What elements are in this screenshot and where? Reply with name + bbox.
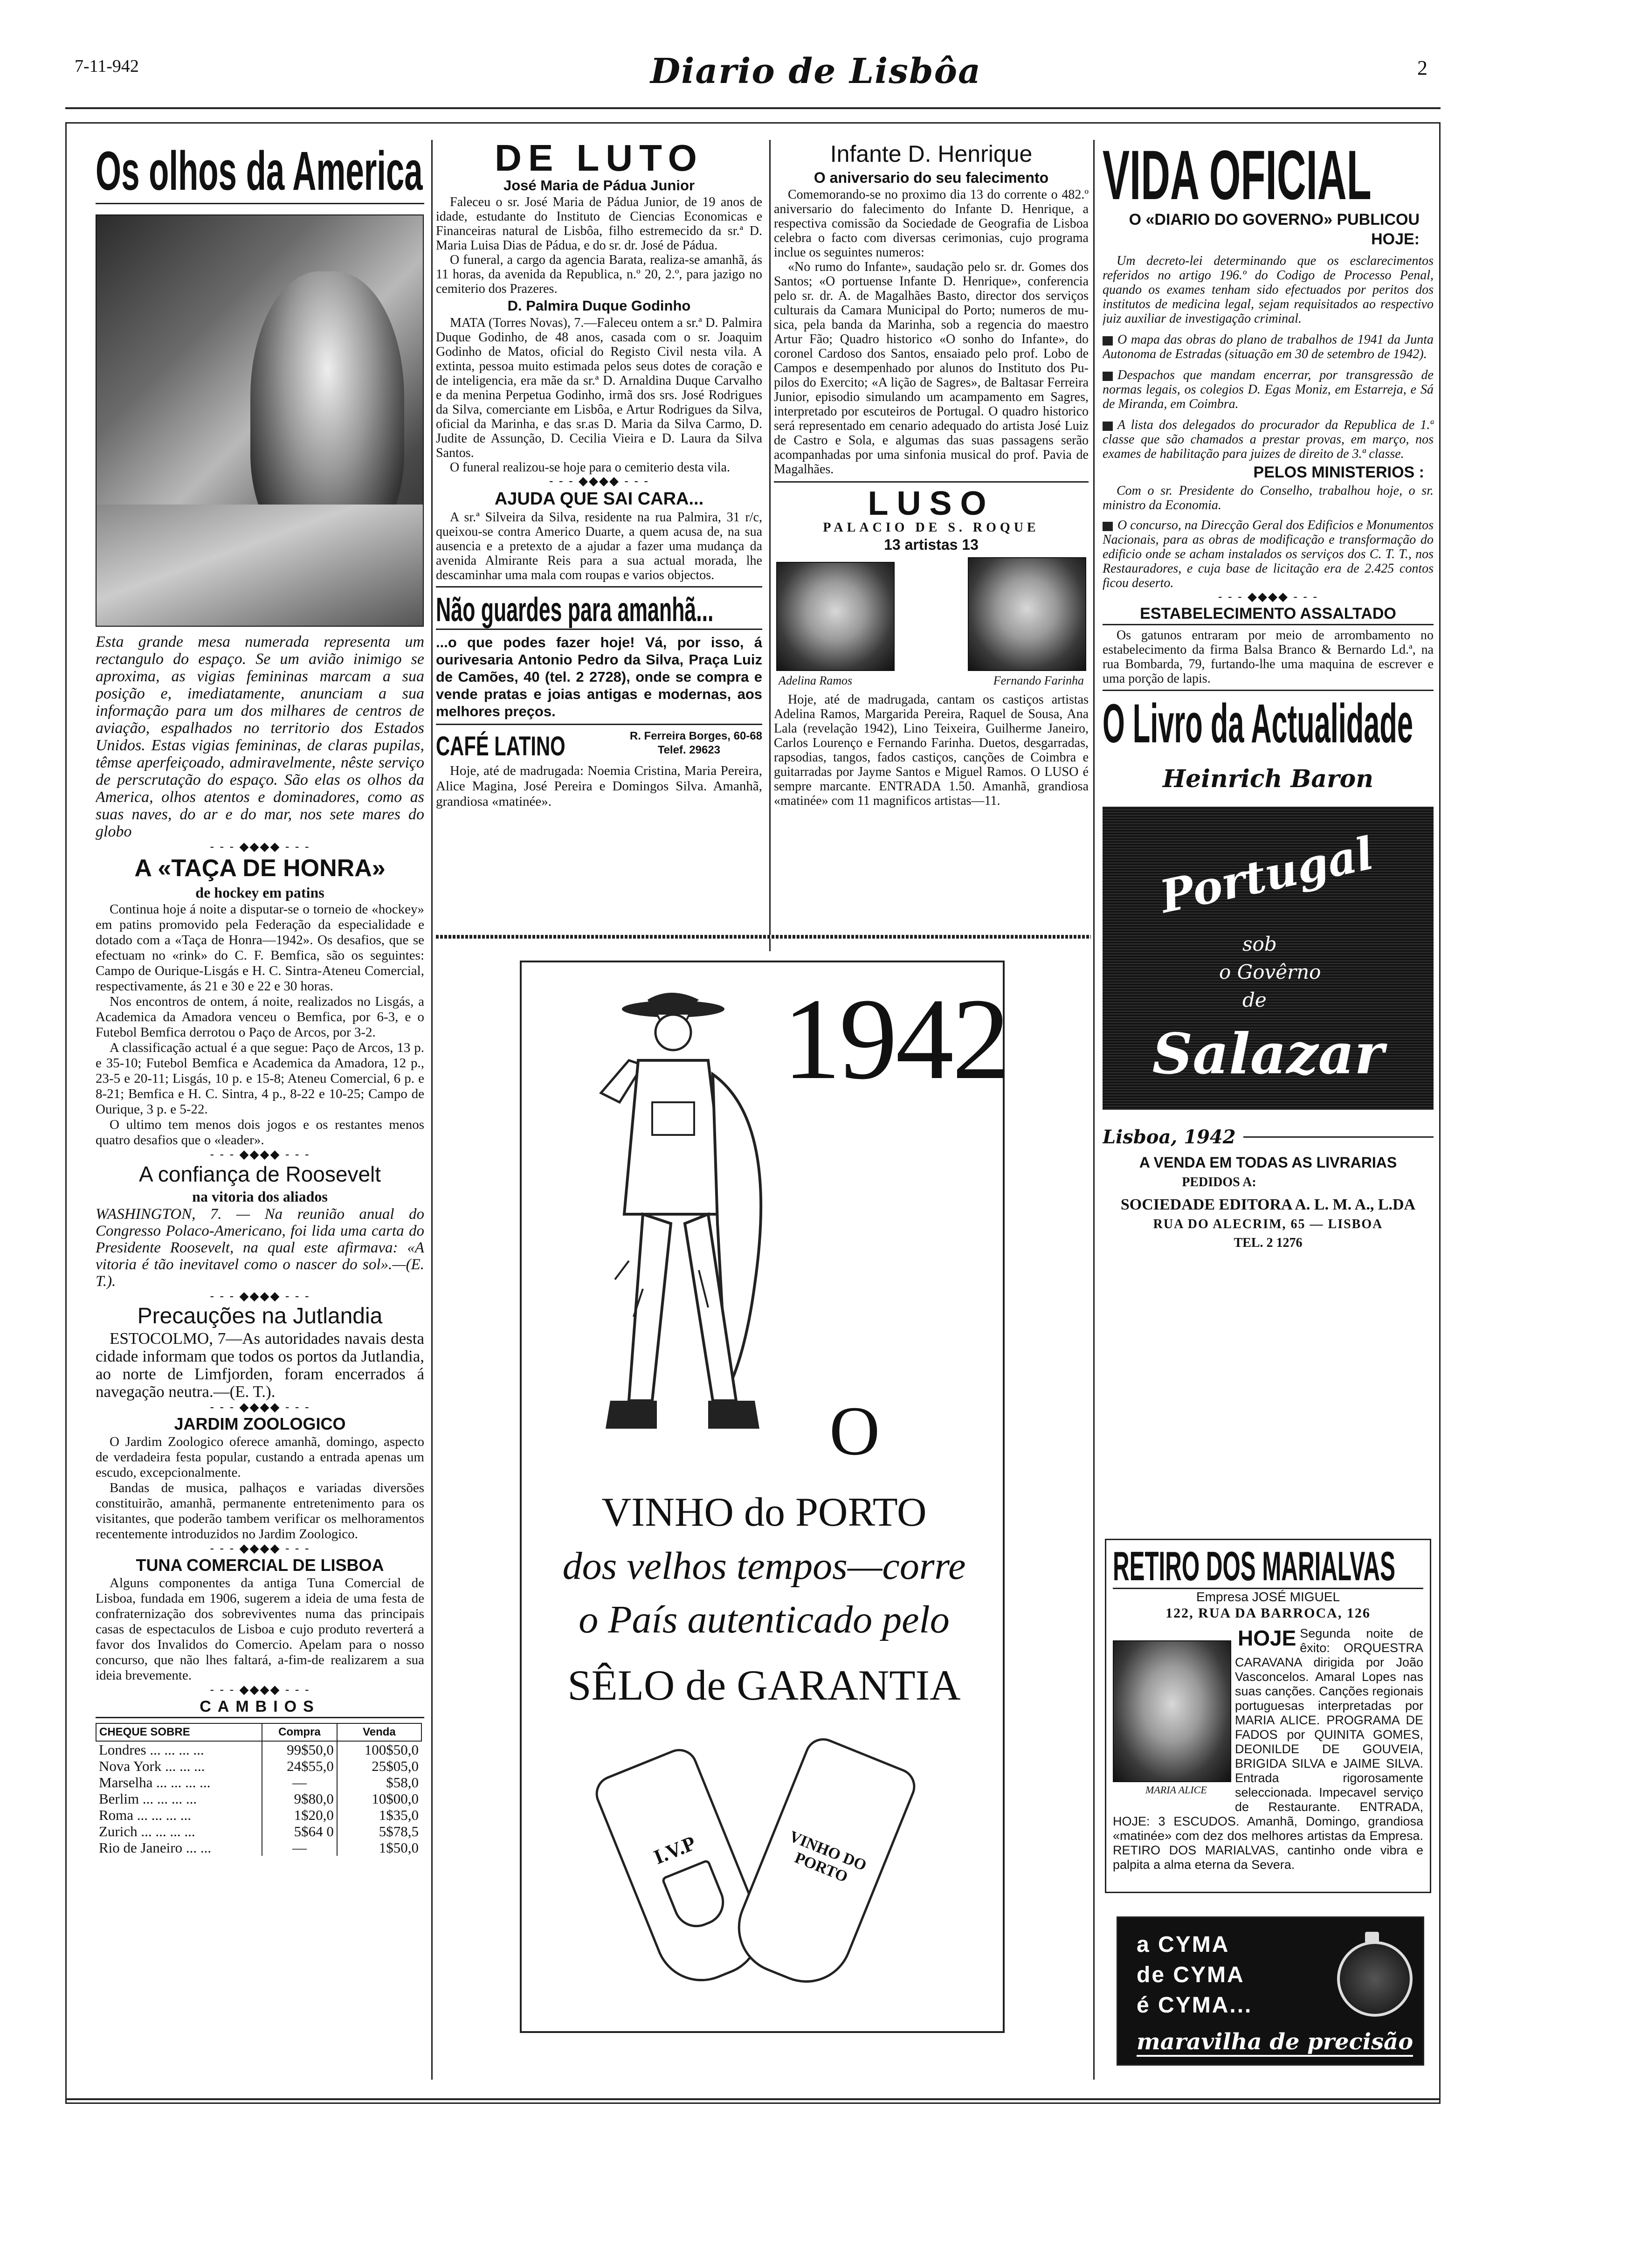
cambios-sell: 5$78,5 — [337, 1823, 421, 1839]
luto-name-2: D. Palmira Duque Godinho — [507, 297, 691, 314]
vinho-line-1: VINHO do PORTO — [601, 1490, 927, 1535]
taca-headline: A «TAÇA DE HONRA» — [134, 855, 386, 882]
cambios-table — [96, 1723, 422, 1856]
table-row — [96, 1791, 421, 1807]
column-2 — [436, 140, 762, 951]
henrique-subhead: O aniversario do seu falecimento — [814, 169, 1049, 186]
ministerios-headline: PELOS MINISTERIOS : — [1253, 463, 1424, 481]
cyma-ad — [1117, 1916, 1424, 2066]
cambios-col-header: CHEQUE SOBRE — [96, 1723, 262, 1741]
seal-left-label: I.V.P — [650, 1831, 699, 1869]
cafe-phone: Telef. 29623 — [657, 744, 720, 756]
roosevelt-text: WASHINGTON, 7. — Na reunião anual do Congresso Polaco-Americano, foi lida uma carta do Presidente Roosevelt, na qual este afirmava: «A vitoria é tão inevitavel como o nascer do sol».—(E. T.). — [96, 1206, 424, 1290]
cambios-buy: 99$50,0 — [262, 1741, 337, 1758]
taca-subhead: de hockey em patins — [195, 884, 324, 901]
taca-text-3: A classificação actual é a que segue: Paço de Arcos, 13 p. e 35-10; Futebol Bemfica e Academica da Amadora, 12 p., 23-5 e 20-11; Lisgás, 10 p. e 15-8; Ateneu Comercial, 6 p. e 8-21; Bemfica e H. C. Sintra, 4 p., 8-22 e 10-25; Campo de Ourique, 3 p. e 5-22. — [96, 1040, 424, 1117]
luso-rule — [774, 481, 1089, 483]
separator: - - - ◆◆◆◆ - - - — [549, 474, 649, 488]
bullet-icon — [1103, 522, 1113, 531]
separator: - - - ◆◆◆◆ - - - — [210, 1148, 310, 1162]
place-rule — [1243, 1136, 1434, 1138]
luso-text: Hoje, até de madrugada, cantam os castiços artistas Adelina Ramos, Margarida Pereira, Raquel de Sousa, Ana Lala (revelação 1942), Lino Teixeira, Guilherme Janeiro, Carlos Lourenço e Fernando Farinha. Duetos, desgarradas, rapsodias, tangos, fados castiços, canções de Coimbra e guitarradas por Jayme Santos e Miguel Ramos. O LUSO é sempre marcante. ENTRADA 1.50. Amanhã, grandiosa «matinée» com 11 magnificos artistas—11. — [774, 692, 1089, 808]
retiro-body — [1113, 1626, 1423, 1872]
luto-text-4: O funeral realizou-se hoje para o cemiterio desta vila. — [450, 460, 730, 475]
cyma-line-1: a CYMA — [1137, 1932, 1230, 1957]
masthead-title: Diario de Lisbôa — [650, 51, 981, 91]
retiro-empresa: Empresa JOSÉ MIGUEL — [1196, 1590, 1340, 1604]
livro-cover — [1103, 807, 1434, 1110]
henrique-text-1: Comemorando-se no proximo dia 13 do corrente o 482.º aniversario do falecimento do Infante D. Henrique, a respectiva comissão da Sociedade de Geografia de Lisboa celebra o facto com diversas cerimonias, cujo programa inclue os seguintes numeros: — [774, 187, 1089, 260]
retiro-address: 122, RUA DA BARROCA, 126 — [1165, 1605, 1371, 1621]
cafe-rule — [436, 724, 762, 725]
livro-headline-box — [1103, 695, 1434, 753]
assaltado-text: Os gatunos entraram por meio de arrombamento no estabelecimento da firma Balsa Branco & Bernardo Ld.ª, na rua Bombarda, 79, furtando-lhe uma maquina de escrever e uma porção de lapis. — [1103, 628, 1434, 686]
separator: - - - ◆◆◆◆ - - - — [210, 1542, 310, 1556]
luso-subhead: PALACIO DE S. ROQUE — [823, 520, 1040, 535]
big-o-text: O — [829, 1392, 880, 1470]
jutlandia-headline: Precauções na Jutlandia — [137, 1304, 383, 1328]
roosevelt-headline: A confiança de Roosevelt — [138, 1162, 381, 1186]
tuna-text: Alguns componentes da antiga Tuna Comercial de Lisboa, fundada em 1906, sugerem a ideia de uma festa de confraternização dos sobreviventes numa das principais casas de espectaculos de Lisboa e cujo produto reverterá a favor dos Invalidos do Comercio. Apelam para o nosso concurso, que não lhes faltará, a-fim-de realizarem a sua ideia brevemente. — [96, 1576, 424, 1683]
page-number: 2 — [1417, 56, 1427, 79]
luso-artists: 13 artistas 13 — [884, 536, 979, 553]
ajuda-headline: AJUDA QUE SAI CARA... — [494, 489, 704, 509]
maria-alice-photo — [1113, 1640, 1231, 1782]
cambios-currency: Roma ... ... ... ... — [99, 1807, 192, 1823]
bullet-icon — [1103, 336, 1113, 346]
jardim-text-1: O Jardim Zoologico oferece amanhã, domingo, aspecto de verdadeira festa popular, custando a entrada apenas um escudo, excepcionalmente. — [96, 1434, 424, 1480]
retiro-hoje: HOJE — [1238, 1626, 1296, 1650]
vinho-porto-ad — [520, 961, 1008, 2033]
jardim-text-2: Bandas de musica, palhaços e variadas diversões constituirão, amanhã, permanente entretenimento para os visitantes, que poderão tambem verificar os melhoramentos recentemente introduzidos no Jardim Zoologico. — [96, 1480, 424, 1542]
vida-headline: VIDA OFICIAL — [1103, 140, 1372, 210]
cambios-currency: Zurich ... ... ... ... — [99, 1823, 195, 1839]
cambios-sell: 25$05,0 — [337, 1758, 421, 1774]
cambios-sell: $58,0 — [337, 1774, 421, 1791]
column-1 — [96, 140, 424, 2089]
cyma-line-3: é CYMA... — [1137, 1993, 1253, 2018]
jardim-headline: JARDIM ZOOLOGICO — [174, 1414, 346, 1433]
taca-text-4: O ultimo tem menos dois jogos e os restantes menos quatro desafios que o «leader». — [96, 1117, 424, 1148]
vida-text-1: Um decreto-lei determinando que os esclarecimentos referidos no artigo 196.º do Codigo de Processo Penal, quando os exames tenham sido efectuados por peritos dos institutos de medicina legal, sejam requisitados ao respectivo juiz auxiliar de investigação criminal. — [1103, 254, 1434, 326]
livro-title-de: de — [1242, 989, 1267, 1011]
cambios-buy: 9$80,0 — [262, 1791, 337, 1807]
cambios-headline: CAMBIOS — [96, 1696, 424, 1718]
livro-title-portugal: Portugal — [1155, 826, 1378, 924]
cambios-sell: 10$00,0 — [337, 1791, 421, 1807]
retiro-ad — [1105, 1539, 1431, 1893]
bullet-icon — [1103, 422, 1113, 431]
livro-ad — [1103, 695, 1434, 1390]
livro-headline: O Livro da Actualidade — [1103, 695, 1413, 753]
cyma-line-2: de CYMA — [1137, 1963, 1245, 1987]
vida-text-3: Despachos que mandam encerrar, por transgressão de normas legais, os colegios D. Egas Moniz, em Estarreja, e Sá de Miranda, em Coimbra. — [1103, 368, 1434, 411]
livro-publisher: SOCIEDADE EDITORA A. L. M. A., L.DA — [1120, 1196, 1416, 1213]
maria-alice-caption: MARIA ALICE — [1145, 1784, 1207, 1796]
column-3 — [774, 140, 1089, 951]
fernando-photo — [968, 557, 1086, 671]
column-rule-2 — [769, 140, 771, 951]
issue-date: 7-11-942 — [75, 56, 139, 76]
vinho-line-4: SÊLO de GARANTIA — [567, 1661, 961, 1709]
taca-text-1: Continua hoje á noite a disputar-se o torneio de «hockey» em patins promovido pela Federação da especialidade e dotado com a «Taça de Honra—1942». Os desafios, que se efectuam no «rink» do C. F. Bemfica, são os seguintes: Campo de Ourique-Lisgás e H. C. Sintra-Ateneu Comercial, respectivamente, ás 21 e 30 e 22 e 30 horas. — [96, 902, 424, 994]
livro-place: Lisboa, 1942 — [1103, 1126, 1434, 1148]
cambios-currency: Rio de Janeiro ... ... — [99, 1839, 212, 1856]
separator: - - - ◆◆◆◆ - - - — [210, 1289, 310, 1303]
ajuda-text: A sr.ª Silveira da Silva, residente na rua Palmira, 31 r/c, queixou-se contra Americo Duarte, a quem acusa de, na sua ausencia e a pretexto de a ajudar a fazer uma mudança da avenida Almirante Reis para a sua actual morada, lhe descaminhar uma mala com roupas e varios objectos. — [436, 510, 762, 582]
cambios-currency: Londres ... ... ... ... — [99, 1742, 204, 1758]
page-bottom-rule — [65, 2098, 1441, 2100]
ad-top-rule — [436, 935, 1091, 939]
livro-address: RUA DO ALECRIM, 65 — LISBOA — [1153, 1217, 1383, 1231]
henrique-headline: Infante D. Henrique — [830, 141, 1033, 167]
table-row — [96, 1839, 421, 1856]
year-text: 1942 — [783, 975, 1008, 1104]
assaltado-headline: ESTABELECIMENTO ASSALTADO — [1103, 603, 1434, 625]
guardes-headline: Não guardes para amanhã... — [436, 591, 762, 630]
table-row — [96, 1807, 421, 1823]
seal-right-label: VINHO DO PORTO — [786, 1827, 869, 1886]
retiro-text: HOJE Segunda noite de êxito: ORQUESTRA CARAVANA dirigida por João Vasconcelos. Amaral Lopes nas suas canções. Canções regionais portuguesas interpretadas por MARIA ALICE. PROGRAMA DE FADOS por QUINITA GOMES, DEONILDE DE GOUVEIA, BRIGIDA SILVA e JAIME SILVA. Entrada rigorosamente seleccionada. Impecavel serviço de Restaurante. ENTRADA, HOJE: 3 ESCUDOS. Amanhã, Domingo, grandiosa «matinée» com dez dos melhores artistas da Empresa. RETIRO DOS MARIALVAS, cantinho onde vibra e palpita a alma eterna da Severa. — [1113, 1626, 1423, 1872]
vida-text-5: Com o sr. Presidente do Conselho, trabalhou hoje, o sr. ministro da Economia. — [1103, 484, 1434, 512]
cambios-sell: 1$35,0 — [337, 1807, 421, 1823]
livro-sale: A VENDA EM TODAS AS LIVRARIAS — [1139, 1154, 1397, 1171]
america-photo — [96, 214, 424, 627]
cambios-buy: 24$55,0 — [262, 1758, 337, 1774]
cambios-buy: — — [262, 1774, 337, 1791]
column-rule-1 — [431, 140, 433, 2080]
table-row — [96, 1774, 421, 1791]
vinho-line-2: dos velhos tempos—corre — [562, 1544, 966, 1588]
watch-icon — [1337, 1941, 1413, 2017]
luto-text-3: MATA (Torres Novas), 7.—Faleceu ontem a sr.ª D. Palmira Duque Godinho, de 48 anos, casada com o sr. Joaquim Godinho de Matos, oficial do Registo Civil nesta vila. A extinta, pessoa muito estimada pelos seus dotes de coração e de inteligencia, era mãe da sr.ª D. Arnaldina Duque Carvalho e da menina Perpetua Godinho, irmã dos srs. José Rodrigues da Silva, comerciante em Lisbôa, e Artur Rodrigues da Silva, oficial da Marinha, e das sr.as D. Maria da Silva Carmo, D. Judite de Assunção, D. Cecilia Vieira e D. Laura da Silva Santos. — [436, 316, 762, 460]
table-row — [96, 1741, 421, 1758]
vida-text-4: A lista dos delegados do procurador da Republica de 1.ª classe que são chamados a prestar provas, em março, nos exames de habilitação para juizes de direito de 3.ª classe. — [1103, 418, 1434, 461]
watch-crown-icon — [1365, 1932, 1379, 1943]
cavalier-illustration — [559, 981, 811, 1522]
cambios-currency: Marselha ... ... ... ... — [99, 1774, 211, 1791]
column-rule-3 — [1093, 140, 1095, 2080]
separator: - - - ◆◆◆◆ - - - — [1218, 590, 1318, 604]
luto-text-2: O funeral, a cargo da agencia Barata, realiza-se amanhã, ás 11 horas, da avenida da Republica, n.º 20, 2.º, para jazigo no cemiterio dos Prazeres. — [436, 253, 762, 296]
separator: - - - ◆◆◆◆ - - - — [210, 1400, 310, 1414]
luto-name-1: José Maria de Pádua Junior — [503, 177, 695, 194]
ajuda-rule — [436, 586, 762, 588]
luso-headline: LUSO — [868, 485, 995, 522]
livro-tel: TEL. 2 1276 — [1234, 1236, 1303, 1250]
cambios-sell: 100$50,0 — [337, 1741, 421, 1758]
retiro-headline-box — [1113, 1545, 1423, 1589]
photo-table-surface — [97, 505, 423, 626]
seal-right — [724, 1733, 921, 1997]
america-caption: Esta grande mesa numerada representa um rectangulo do espaço. Se um avião inimigo se aproxima, as vigias femininas marcam a sua posição e, imediatamente, anunciam a sua informação para um dos milhares de centros de aviação, espalhados no territorio dos Estados Unidos. Estas vigias femininas, de claras pupilas, têmse aperfeiçoado, admiravelmente, nêste serviço de perscrutação do espaço. São elas os olhos da America, olhos atentos e dominadores, como as suas naves, do ar e do mar, nos sete mares do globo — [96, 633, 424, 840]
cambios-buy: 1$20,0 — [262, 1807, 337, 1823]
cambios-sell: 1$50,0 — [337, 1839, 421, 1856]
bullet-icon — [1103, 372, 1113, 381]
cafe-address: R. Ferreira Borges, 60-68 — [629, 730, 762, 742]
america-headline: Os olhos da America — [96, 140, 424, 204]
masthead-rule — [65, 107, 1441, 109]
livro-title-governo: o Govêrno — [1219, 961, 1321, 983]
adelina-photo — [776, 562, 895, 671]
separator: - - - ◆◆◆◆ - - - — [210, 840, 310, 854]
jutlandia-text: ESTOCOLMO, 7—As autoridades navais desta cidade informam que todos os portos da Jutlandia, ao norte de Limfjorden, foram encerrados á navegação neutra.—(E. T.). — [96, 1329, 424, 1401]
vinho-line-3: o País autenticado pelo — [579, 1598, 950, 1641]
cambios-buy: — — [262, 1839, 337, 1856]
guardes-text: ...o que podes fazer hoje! Vá, por isso, á ourivesaria Antonio Pedro da Silva, Praça Luiz de Camões, 40 (tel. 2 2728), onde se compra e vende pratas e joias antigas e modernas, aos melhores preços. — [436, 634, 762, 719]
luto-headline: DE LUTO — [495, 140, 703, 179]
livro-title-salazar: Salazar — [1152, 1021, 1384, 1087]
seal-left — [590, 1743, 775, 1995]
cambios-col-header: Venda — [337, 1723, 421, 1741]
vida-text-2: O mapa das obras do plano de trabalhos de 1941 da Junta Autonoma de Estradas (situação em 30 de setembro de 1942). — [1103, 332, 1434, 361]
cambios-currency: Nova York ... ... ... — [99, 1758, 205, 1774]
roosevelt-subhead: na vitoria dos aliados — [192, 1188, 328, 1205]
cambios-buy: 5$64 0 — [262, 1823, 337, 1839]
cafe-headline: CAFÉ LATINO — [436, 731, 565, 761]
vida-text-6: O concurso, na Direcção Geral dos Edificios e Monumentos Nacionais, para as obras de modificação e transformação do edificio onde se acham instalados os serviços dos C. T. T., nos Restauradores, e cuja base de licitação era de 2.425 contos ficou deserto. — [1103, 518, 1434, 590]
separator: - - - ◆◆◆◆ - - - — [210, 1683, 310, 1697]
taca-text-2: Nos encontros de ontem, á noite, realizados no Lisgás, a Academica da Amadora venceu o Bemfica, por 6-3, e o Futebol Bemfica derrotou o Paço de Arcos, por 3-2. — [96, 994, 424, 1040]
livro-orders: PEDIDOS A: — [1182, 1175, 1256, 1189]
adelina-caption: Adelina Ramos — [779, 674, 853, 687]
vida-headline-box — [1103, 140, 1434, 210]
tuna-headline: TUNA COMERCIAL DE LISBOA — [136, 1556, 384, 1575]
seal-left-shield-icon — [661, 1859, 731, 1935]
retiro-headline: RETIRO DOS MARIALVAS — [1113, 1545, 1395, 1589]
vida-subhead: O «DIARIO DO GOVERNO» PUBLICOU HOJE: — [1129, 211, 1420, 248]
livro-rule — [1103, 690, 1434, 691]
luto-text-1: Faleceu o sr. José Maria de Pádua Junior, de 19 anos de idade, estudante do Instituto de Ciencias Economicas e Financeiras natural de Lisbôa, filho estremecido da sr.ª D. Maria Luisa Dias de Pádua, e do sr. dr. José de Pádua. — [436, 195, 762, 253]
luso-photos — [774, 557, 1089, 692]
livro-author: Heinrich Baron — [1162, 765, 1374, 793]
table-row — [96, 1758, 421, 1774]
cyma-tagline: maravilha de precisão — [1137, 2029, 1413, 2057]
fernando-caption: Fernando Farinha — [993, 674, 1084, 687]
cafe-text: Hoje, até de madrugada: Noemia Cristina, Maria Pereira, Alice Magina, José Pereira e Domingos Silva. Amanhã, grandiosa «matinée». — [436, 763, 762, 809]
table-row — [96, 1823, 421, 1839]
cambios-col-header: Compra — [262, 1723, 337, 1741]
cambios-currency: Berlim ... ... ... ... — [99, 1791, 197, 1807]
livro-title-sob: sob — [1242, 933, 1277, 955]
henrique-text-2: «No rumo do Infante», saudação pelo sr. dr. Gomes dos Santos; «O portuense Infante D. Henrique», conferencia pelo sr. dr. A. de Magalhães Basto, director dos serviços culturais da Camara Municipal do Porto; numeros de musica, pela banda da Marinha, sob a regencia do maestro Artur Fão; Quadro historico «O sonho do Infante», do coronel Cardoso dos Santos, ensaiado pelo prof. Lobo de Campos e desempenhado por alunos do Instituto dos Pupilos do Exercito; «A lição de Sagres», de Baltasar Ferreira Junior, episodio simulando um acampamento em Sagres, interpretado por escuteiros de Portugal. O quadro historico será representado em cenario adequado do artista José Luiz de Castro e Sola, e algumas das suas passagens serão acompanhadas por uma sinfonia musical do prof. Pavia de Magalhães. — [774, 260, 1089, 477]
cafe-header — [436, 729, 762, 763]
